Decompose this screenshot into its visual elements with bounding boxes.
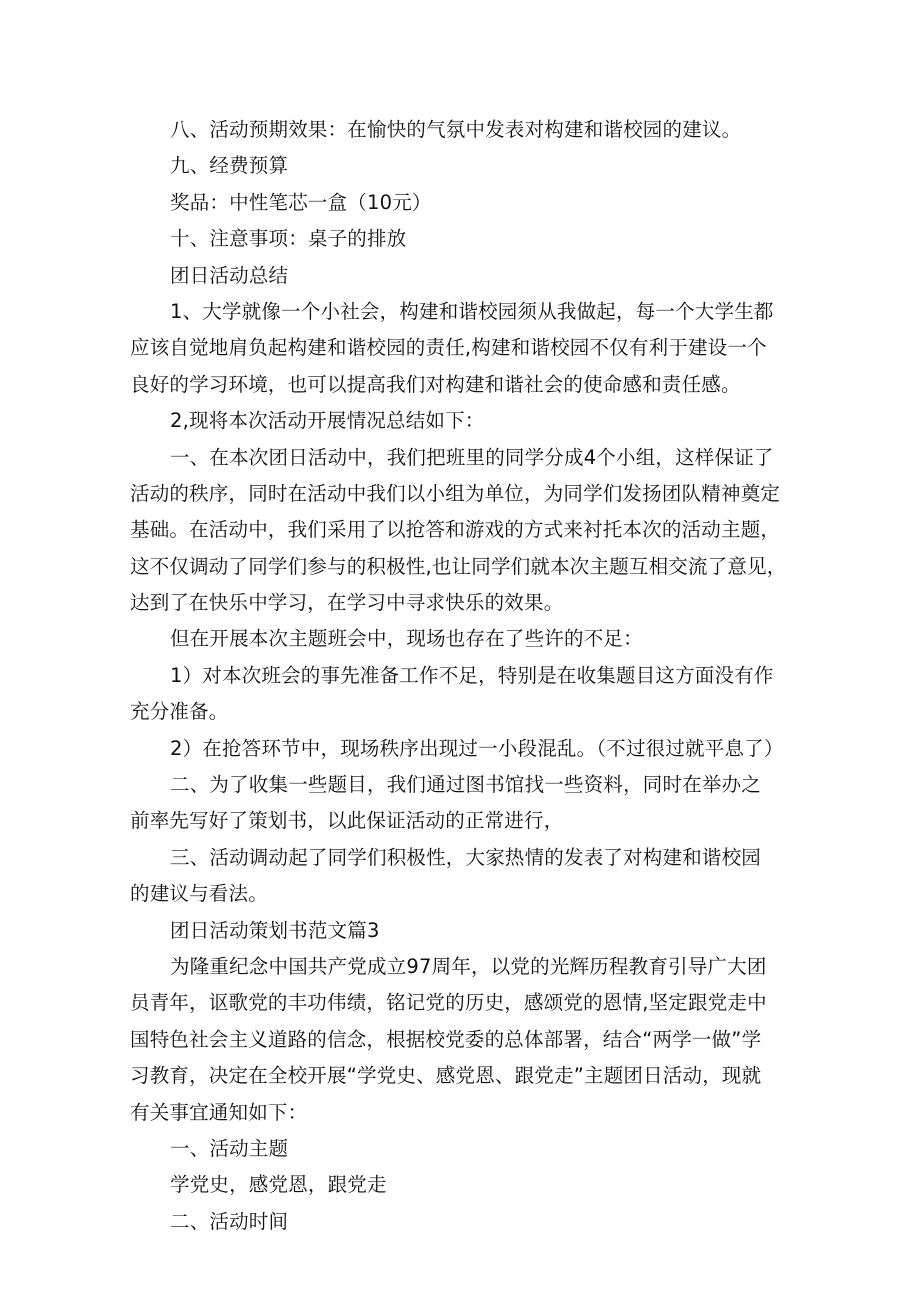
text-line: 八、活动预期效果：在愉快的气氛中发表对构建和谐校园的建议。 <box>170 118 742 141</box>
text-line: 团日活动策划书范文篇3 <box>170 918 380 942</box>
text-line: 一、活动主题 <box>170 1136 289 1160</box>
text-line: 习教育，决定在全校开展“学党史、感党恩、跟党走”主题团日活动，现就 <box>130 1064 762 1088</box>
text-line: 2）在抢答环节中，现场秩序出现过一小段混乱。（不过很过就平息了） <box>170 736 784 760</box>
text-line: 有关事宜通知如下： <box>130 1100 308 1124</box>
text-line: 的建议与看法。 <box>130 882 268 906</box>
text-line: 团日活动总结 <box>170 263 289 287</box>
text-line: 为隆重纪念中国共产党成立97周年，以党的光辉历程教育引导广大团 <box>170 954 767 978</box>
text-line: 奖品：中性笔芯一盒（10元） <box>170 190 432 214</box>
text-line: 十、注意事项：桌子的排放 <box>170 227 407 251</box>
text-line: 三、活动调动起了同学们积极性，大家热情的发表了对构建和谐校园 <box>170 845 762 869</box>
text-line: 一、在本次团日活动中，我们把班里的同学分成4个小组，这样保证了 <box>170 445 774 469</box>
text-line: 1、大学就像一个小社会，构建和谐校园须从我做起，每一个大学生都 <box>170 299 774 323</box>
text-line: 这不仅调动了同学们参与的积极性,也让同学们就本次主题互相交流了意见， <box>130 554 787 578</box>
text-line: 良好的学习环境，也可以提高我们对构建和谐社会的使命感和责任感。 <box>130 372 741 396</box>
text-line: 但在开展本次主题班会中，现场也存在了些许的不足： <box>170 627 643 651</box>
text-line: 应该自觉地肩负起构建和谐校园的责任,构建和谐校园不仅有利于建设一个 <box>130 336 767 360</box>
text-line: 基础。在活动中，我们采用了以抢答和游戏的方式来衬托本次的活动主题， <box>130 518 781 542</box>
text-line: 二、为了收集一些题目，我们通过图书馆找一些资料，同时在举办之 <box>170 773 762 797</box>
text-line: 九、经费预算 <box>170 154 289 178</box>
text-line: 二、活动时间 <box>170 1209 289 1233</box>
text-line: 2,现将本次活动开展情况总结如下： <box>170 409 485 433</box>
text-line: 活动的秩序，同时在活动中我们以小组为单位，为同学们发扬团队精神奠定 <box>130 481 781 505</box>
text-line: 前率先写好了策划书，以此保证活动的正常进行， <box>130 809 564 833</box>
text-line: 充分准备。 <box>130 700 229 724</box>
text-line: 员青年，讴歌党的丰功伟绩，铭记党的历史，感颂党的恩情,坚定跟党走中 <box>130 991 767 1015</box>
text-line: 达到了在快乐中学习，在学习中寻求快乐的效果。 <box>130 591 564 615</box>
text-line: 1）对本次班会的事先准备工作不足，特别是在收集题目这方面没有作 <box>170 663 774 687</box>
text-line: 学党史，感党恩，跟党走 <box>170 1173 387 1197</box>
document-body <box>130 112 790 1240</box>
text-line: 国特色社会主义道路的信念，根据校党委的总体部署，结合“两学一做”学 <box>130 1027 762 1051</box>
